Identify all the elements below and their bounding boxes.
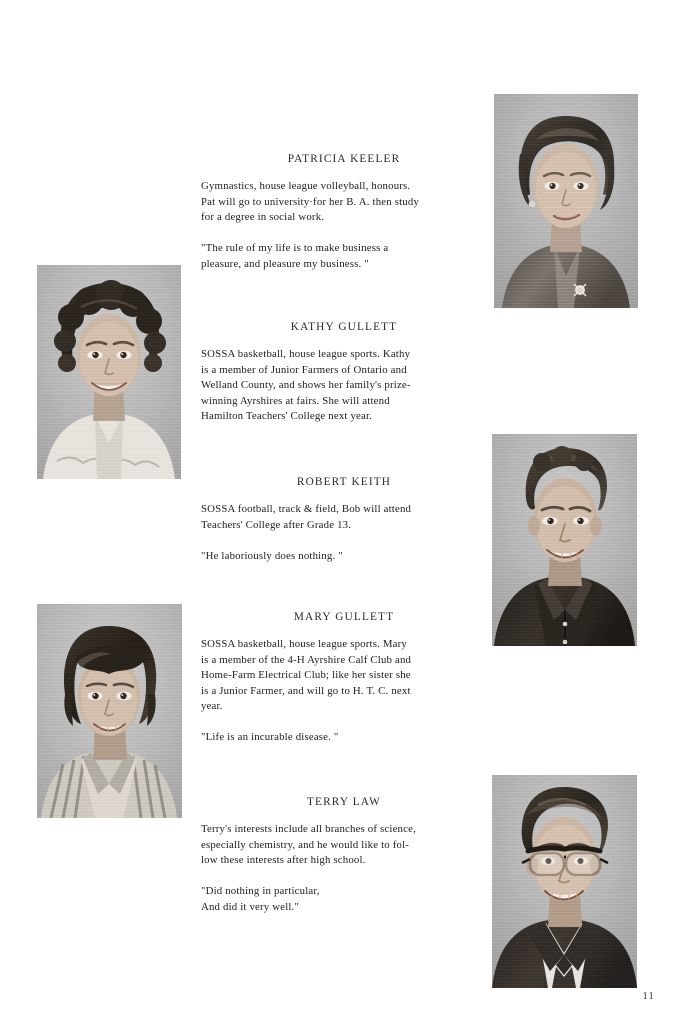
student-name-heading: KATHY GULLETT <box>290 321 398 333</box>
student-entry-kathy-gullett <box>201 321 487 425</box>
student-entry-terry-law <box>201 796 487 915</box>
description-line: winning Ayrshires at fairs. She will attend <box>201 394 390 407</box>
description-line: SOSSA football, track & field, Bob will attend <box>201 503 412 515</box>
description-line: Terry's interests include all branches of science, <box>201 823 416 835</box>
student-description <box>201 822 487 869</box>
quote-line: And did it very well." <box>201 900 300 913</box>
student-description <box>201 502 487 533</box>
student-quote <box>201 884 487 915</box>
description-line: Teachers' College after Grade 13. <box>201 518 352 531</box>
student-description <box>201 637 487 715</box>
description-line: Gymnastics, house league volleyball, honours. <box>201 180 411 192</box>
page-number: 11 <box>642 991 655 1002</box>
portrait-photo-terry-law <box>492 775 637 988</box>
description-line: Pat will go to university·for her B. A. then study <box>201 195 420 208</box>
description-line: for a degree in social work. <box>201 211 325 224</box>
student-quote <box>201 730 487 746</box>
description-line: Home-Farm Electrical Club; like her sister she <box>201 669 411 682</box>
description-line: Hamilton Teachers' College next year. <box>201 410 373 423</box>
quote-line: "Did nothing in particular, <box>201 885 320 898</box>
portrait-photo-patricia-keeler <box>494 94 638 308</box>
student-description <box>201 347 487 425</box>
student-description <box>201 179 487 226</box>
description-line: is a member of Junior Farmers of Ontario and <box>201 363 407 376</box>
student-quote <box>201 549 487 565</box>
portrait-photo-mary-gullett <box>37 604 182 818</box>
student-quote <box>201 241 487 272</box>
student-name-heading: TERRY LAW <box>307 796 381 808</box>
student-entry-mary-gullett <box>201 611 487 746</box>
student-name-heading: MARY GULLETT <box>293 611 395 623</box>
quote-line: "Life is an incurable disease. " <box>201 731 339 744</box>
description-line: is a Junior Farmer, and will go to H. T. C. next <box>201 684 411 697</box>
description-line: year. <box>201 700 223 713</box>
student-entry-robert-keith <box>201 476 487 564</box>
student-entry-patricia-keeler <box>201 153 487 272</box>
quote-line: "He laboriously does nothing. " <box>201 549 343 562</box>
portrait-photo-kathy-gullett <box>37 265 181 479</box>
quote-line: "The rule of my life is to make business a <box>201 242 389 255</box>
description-line: Welland County, and shows her family's prize- <box>201 379 411 392</box>
description-line: especially chemistry, and he would like to fol- <box>201 838 410 851</box>
description-line: SOSSA basketball, house league sports. Mary <box>201 638 407 650</box>
quote-line: pleasure, and pleasure my business. " <box>201 257 369 270</box>
student-name-heading: ROBERT KEITH <box>296 476 392 488</box>
description-line: low these interests after high school. <box>201 854 366 867</box>
student-name-heading: PATRICIA KEELER <box>287 153 401 165</box>
description-line: SOSSA basketball, house league sports. Kathy <box>201 348 411 360</box>
description-line: is a member of the 4-H Ayrshire Calf Club and <box>201 653 412 666</box>
portrait-photo-robert-keith <box>492 434 637 646</box>
